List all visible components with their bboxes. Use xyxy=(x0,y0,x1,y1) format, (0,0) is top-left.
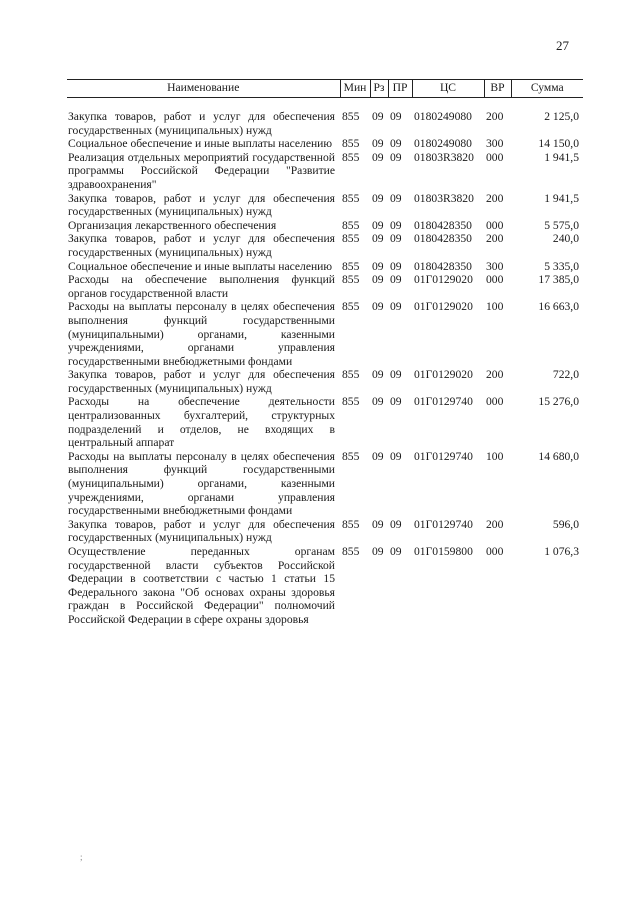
cell-pr: 09 xyxy=(390,517,402,531)
cell-name: Организация лекарственного обеспечения xyxy=(68,218,277,232)
cell-name: Реализация отдельных мероприятий государственной программы Российской Федерации "Развитие здравоохранения" xyxy=(68,150,335,191)
cell-pr: 09 xyxy=(390,545,402,558)
table-row xyxy=(67,151,583,192)
cell-min: 855 xyxy=(342,300,360,314)
cell-min: 855 xyxy=(342,517,360,531)
cell-cs: 01Г0129740 xyxy=(414,517,473,531)
header-cs: ЦС xyxy=(412,80,484,98)
cell-name: Расходы на обеспечение деятельности централизованных бухгалтерий, структурных подразделений и отделов, не входящих в центральный аппарат xyxy=(68,395,335,450)
cell-vr: 200 xyxy=(486,368,504,382)
cell-vr: 000 xyxy=(486,545,504,558)
header-min: Мин xyxy=(340,80,370,98)
cell-sum: 14 680,0 xyxy=(538,449,579,463)
cell-cs: 01Г0129020 xyxy=(414,368,473,382)
cell-cs: 0180428350 xyxy=(414,218,472,232)
cell-name: Закупка товаров, работ и услуг для обеспечения государственных (муниципальных) нужд xyxy=(68,110,335,137)
cell-sum: 1 076,3 xyxy=(544,545,579,558)
cell-rz: 09 xyxy=(372,259,384,273)
cell-min: 855 xyxy=(342,232,360,246)
table-row xyxy=(67,368,583,395)
cell-vr: 200 xyxy=(486,232,504,246)
cell-pr: 09 xyxy=(390,395,402,409)
cell-rz: 09 xyxy=(372,545,384,558)
cell-min: 855 xyxy=(342,449,360,463)
cell-name: Закупка товаров, работ и услуг для обеспечения государственных (муниципальных) нужд xyxy=(68,517,335,545)
cell-min: 855 xyxy=(342,218,360,232)
header-sum: Сумма xyxy=(511,80,583,98)
cell-name: Расходы на выплаты персоналу в целях обеспечения выполнения функций государственными (муниципальными) органами, казенными учреждениями, органами управления государственными внебюджетными фондами xyxy=(68,300,335,368)
cell-min: 855 xyxy=(342,150,360,164)
cell-pr: 09 xyxy=(390,259,402,273)
page-number: 27 xyxy=(556,38,569,53)
cell-rz: 09 xyxy=(372,300,384,314)
cell-rz: 09 xyxy=(372,273,384,287)
table-row xyxy=(67,98,583,138)
cell-rz: 09 xyxy=(372,449,384,463)
table-row xyxy=(67,300,583,368)
cell-pr: 09 xyxy=(390,232,402,246)
cell-rz: 09 xyxy=(372,218,384,232)
cell-vr: 100 xyxy=(486,300,504,314)
cell-pr: 09 xyxy=(390,449,402,463)
cell-rz: 09 xyxy=(372,110,384,123)
table-row xyxy=(67,545,583,627)
cell-sum: 15 276,0 xyxy=(538,395,579,409)
cell-name: Осуществление переданных органам государственной власти субъектов Российской Федерации в соответствии с частью 1 статьи 15 Федерального закона "Об основах охраны здоровья граждан в Российской Федерации" полномочий Российской Федерации в сфере охраны здоровья xyxy=(68,545,335,626)
table-row xyxy=(67,518,583,545)
header-pr: ПР xyxy=(388,80,412,98)
cell-vr: 300 xyxy=(486,259,504,273)
cell-vr: 000 xyxy=(486,150,504,164)
cell-name: Расходы на выплаты персоналу в целях обеспечения выполнения функций государственными (муниципальными) органами, казенными учреждениями, органами управления государственными внебюджетными фондами xyxy=(68,449,335,518)
cell-sum: 596,0 xyxy=(552,517,579,531)
cell-name: Закупка товаров, работ и услуг для обеспечения государственных (муниципальных) нужд xyxy=(68,368,335,395)
cell-pr: 09 xyxy=(390,137,402,151)
cell-pr: 09 xyxy=(390,273,402,287)
cell-vr: 300 xyxy=(486,137,504,151)
table-row xyxy=(67,395,583,449)
cell-sum: 1 941,5 xyxy=(544,150,579,164)
cell-min: 855 xyxy=(342,395,360,409)
cell-min: 855 xyxy=(342,368,360,382)
budget-table xyxy=(67,79,583,627)
table-row xyxy=(67,232,583,259)
cell-rz: 09 xyxy=(372,395,384,409)
cell-vr: 100 xyxy=(486,449,504,463)
cell-sum: 240,0 xyxy=(552,232,579,246)
cell-rz: 09 xyxy=(372,232,384,246)
cell-name: Расходы на обеспечение выполнения функций органов государственной власти xyxy=(68,273,335,300)
cell-vr: 000 xyxy=(486,395,504,409)
cell-cs: 01Г0129020 xyxy=(414,273,473,287)
cell-sum: 1 941,5 xyxy=(544,191,579,205)
cell-name: Социальное обеспечение и иные выплаты населению xyxy=(68,259,333,273)
table-row xyxy=(67,137,583,151)
cell-min: 855 xyxy=(342,191,360,205)
cell-min: 855 xyxy=(342,273,360,287)
cell-sum: 5 575,0 xyxy=(544,218,579,232)
header-rz: Рз xyxy=(370,80,388,98)
cell-sum: 722,0 xyxy=(552,368,579,382)
table-row xyxy=(67,450,583,518)
table-header-row xyxy=(67,80,583,98)
cell-min: 855 xyxy=(342,545,360,558)
cell-cs: 01Г0129020 xyxy=(414,300,473,314)
cell-name: Социальное обеспечение и иные выплаты населению xyxy=(68,137,333,151)
cell-pr: 09 xyxy=(390,218,402,232)
cell-pr: 09 xyxy=(390,110,402,123)
cell-pr: 09 xyxy=(390,150,402,164)
table-row xyxy=(67,219,583,233)
cell-sum: 17 385,0 xyxy=(538,273,579,287)
cell-pr: 09 xyxy=(390,191,402,205)
cell-cs: 01803R3820 xyxy=(414,150,474,164)
cell-rz: 09 xyxy=(372,368,384,382)
table-row xyxy=(67,260,583,274)
cell-sum: 16 663,0 xyxy=(538,300,579,314)
cell-cs: 0180249080 xyxy=(414,110,472,123)
cell-cs: 01Г0159800 xyxy=(414,545,473,558)
cell-vr: 000 xyxy=(486,273,504,287)
cell-pr: 09 xyxy=(390,368,402,382)
table-row xyxy=(67,192,583,219)
cell-cs: 0180428350 xyxy=(414,232,472,246)
cell-vr: 200 xyxy=(486,517,504,531)
cell-cs: 01Г0129740 xyxy=(414,395,473,409)
cell-vr: 200 xyxy=(486,110,504,123)
cell-sum: 14 150,0 xyxy=(538,137,579,151)
cell-pr: 09 xyxy=(390,300,402,314)
cell-min: 855 xyxy=(342,110,360,123)
cell-rz: 09 xyxy=(372,517,384,531)
cell-min: 855 xyxy=(342,137,360,151)
cell-cs: 01Г0129740 xyxy=(414,449,473,463)
cell-rz: 09 xyxy=(372,191,384,205)
cell-rz: 09 xyxy=(372,150,384,164)
cell-min: 855 xyxy=(342,259,360,273)
cell-rz: 09 xyxy=(372,137,384,151)
margin-mark: ; xyxy=(80,852,83,862)
cell-vr: 000 xyxy=(486,218,504,232)
cell-vr: 200 xyxy=(486,191,504,205)
table-row xyxy=(67,273,583,300)
header-name: Наименование xyxy=(67,80,340,98)
cell-cs: 0180249080 xyxy=(414,137,472,151)
header-vr: ВР xyxy=(484,80,511,98)
cell-sum: 2 125,0 xyxy=(544,110,579,123)
cell-cs: 0180428350 xyxy=(414,259,472,273)
cell-sum: 5 335,0 xyxy=(544,259,579,273)
cell-name: Закупка товаров, работ и услуг для обеспечения государственных (муниципальных) нужд xyxy=(68,232,335,259)
cell-cs: 01803R3820 xyxy=(414,191,474,205)
cell-name: Закупка товаров, работ и услуг для обеспечения государственных (муниципальных) нужд xyxy=(68,191,335,219)
